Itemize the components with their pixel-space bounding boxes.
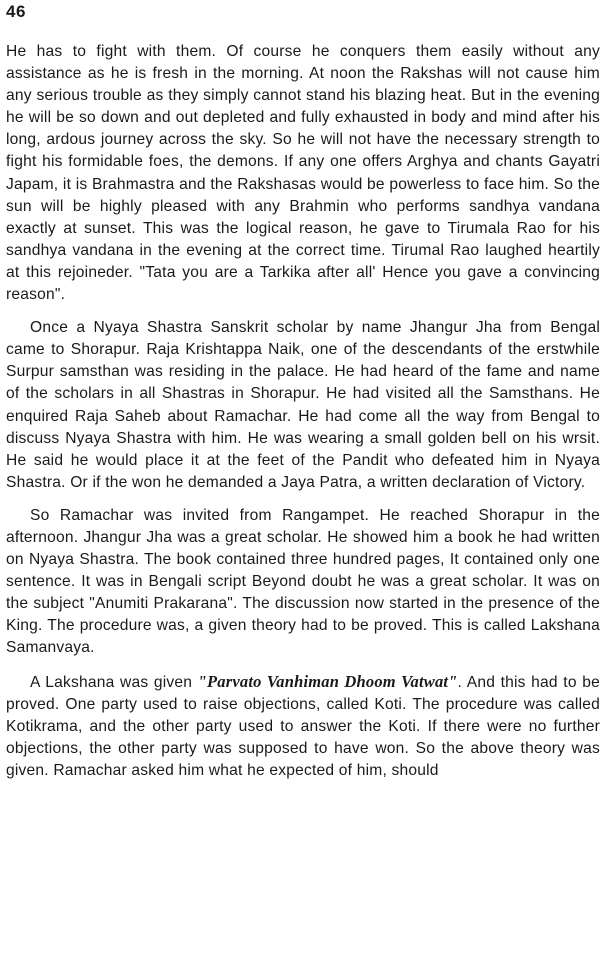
paragraph-lakshana-intro: A Lakshana was given <box>30 673 198 691</box>
paragraph-lakshana-rest: . And this had to be proved. One party used to raise objections, called Koti. The procedure was called Kotikrama, and the other party used to answer the Koti. If there were no further objections, the other party was supposed to have won. So the above theory was given. Ramachar asked him what he expected of him, should <box>6 673 600 779</box>
paragraph-lakshana-given <box>6 671 600 782</box>
paragraph-ramachar-invited: So Ramachar was invited from Rangampet. He reached Shorapur in the afternoon. Jhangur Jha was a great scholar. He showed him a book he had written on Nyaya Shastra. The book contained three hundred pages, It contained only one sentence. It was in Bengali script Beyond doubt he was a great scholar. It was on the subject "Anumiti Prakarana". The discussion now started in the presence of the King. The procedure was, a given theory had to be proved. This is called Lakshana Samanvaya. <box>6 506 600 657</box>
page-body <box>6 41 600 782</box>
paragraph-sun-and-demons: He has to fight with them. Of course he conquers them easily without any assistance as he is fresh in the morning. At noon the Rakshas will not cause him any serious trouble as they simply cannot stand his blazing heat. But in the evening he will be so down and out depleted and fully exhausted in body and mind after his long, ardous journey across the sky. So he will not have the necessary strength to fight his formidable foes, the demons. If any one offers Arghya and chants Gayatri Japam, it is Brahmastra and the Rakshasas would be powerless to face him. So the sun will be highly pleased with any Brahmin who performs sandhya vandana exactly at sunset. This was the logical reason, he gave to Tirumala Rao for his sandhya vandana in the evening at the correct time. Tirumal Rao laughed heartily at this rejoineder. "Tata you are a Tarkika after all' Hence you gave a convincing reason". <box>6 43 600 304</box>
sanskrit-quotation: "Parvato Vanhiman Dhoom Vatwat" <box>197 671 458 691</box>
page-number: 46 <box>6 2 26 21</box>
paragraph-jhangur-jha-arrival: Once a Nyaya Shastra Sanskrit scholar by name Jhangur Jha from Bengal came to Shorapur. Raja Krishtappa Naik, one of the descendants of the erstwhile Surpur samsthan was residing in the palace. He had heard of the fame and name of the scholars in all Shastras in Shorapur. He had visited all the Samsthans. He enquired Raja Saheb about Ramachar. He had come all the way from Bengal to discuss Nyaya Shastra with him. He was wearing a small golden bell on his wrsit. He said he would place it at the feet of the Pandit who defeated him in Nyaya Shastra. Or if the won he demanded a Jaya Patra, a written declaration of Victory. <box>6 319 600 491</box>
